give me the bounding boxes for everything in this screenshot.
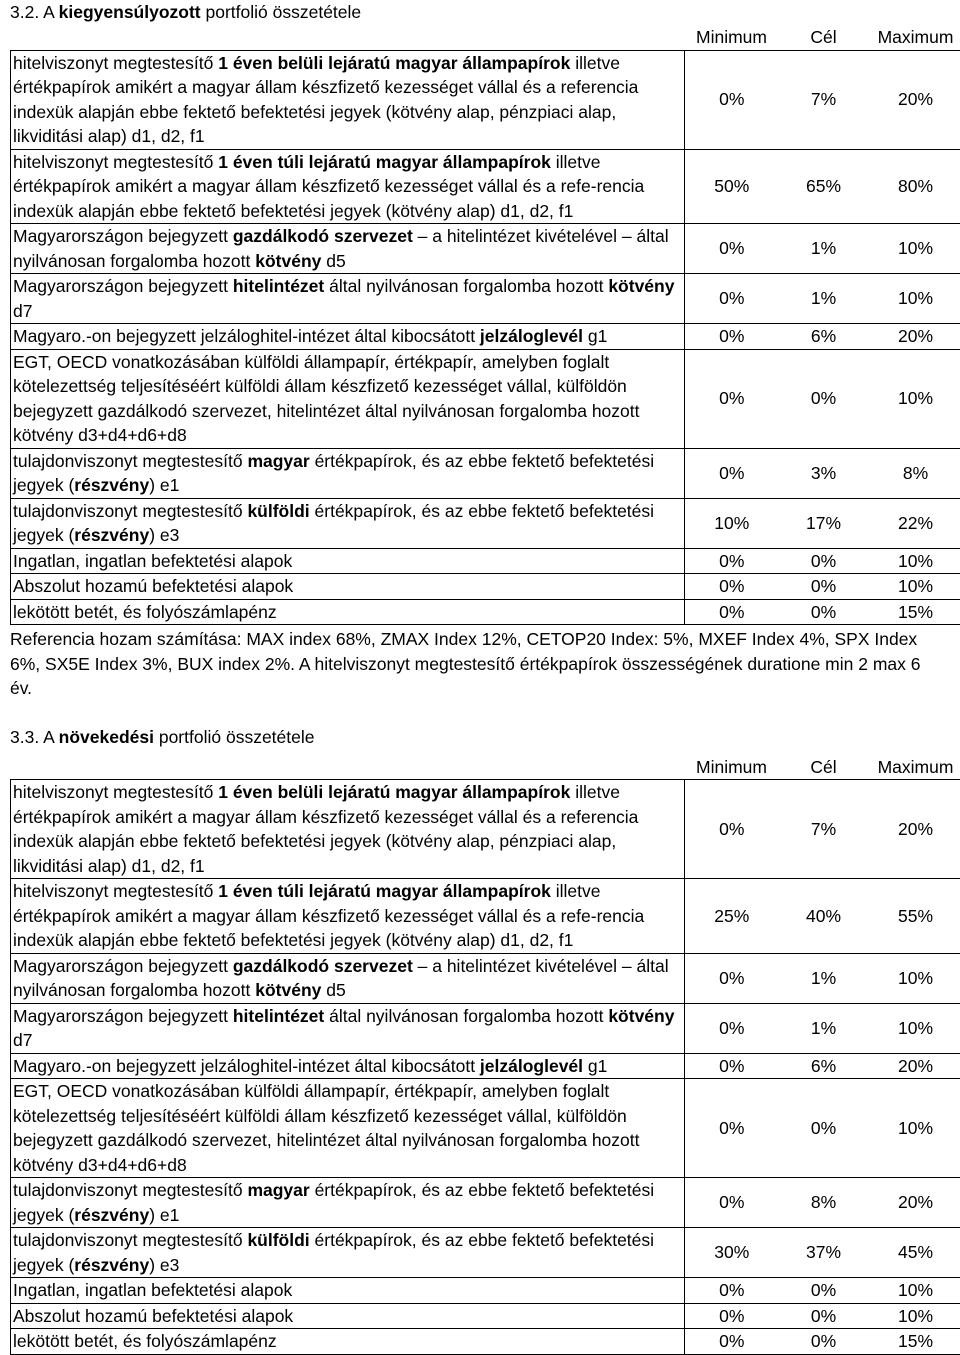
row-target: 1% bbox=[777, 1003, 869, 1053]
table-row bbox=[11, 1053, 960, 1079]
row-minimum: 0% bbox=[685, 324, 777, 350]
row-target: 0% bbox=[777, 548, 869, 574]
row-description: Ingatlan, ingatlan befektetési alapok bbox=[11, 1278, 685, 1304]
row-description: Abszolut hozamú befektetési alapok bbox=[11, 1303, 685, 1329]
reference-yield-note: Referencia hozam számítása: MAX index 68%, ZMAX Index 12%, CETOP20 Index: 5%, MXEF Index 4%, SPX Index 6%, SX5E Index 3%, BUX index 2%. A hitelviszonyt megtestesítő értékpapírok összességének duratione min 2 max 6 év. bbox=[10, 625, 940, 701]
row-target: 1% bbox=[777, 274, 869, 324]
table-row bbox=[11, 548, 960, 574]
table-row bbox=[11, 149, 960, 224]
row-minimum: 10% bbox=[685, 498, 777, 548]
row-target: 3% bbox=[777, 448, 869, 498]
row-maximum: 10% bbox=[869, 548, 960, 574]
section-gap bbox=[10, 701, 960, 721]
row-minimum: 0% bbox=[685, 953, 777, 1003]
row-description: hitelviszonyt megtestesítő 1 éven túli lejáratú magyar állampapírok illetve értékpapírok amikért a magyar állam készfizető kezességet vállal és a refe-rencia indexük alapján ebbe fektető befektetési jegyek (kötvény alap) d1, d2, f1 bbox=[11, 149, 685, 224]
row-minimum: 50% bbox=[685, 149, 777, 224]
header-minimum: Minimum bbox=[685, 755, 777, 780]
row-maximum: 15% bbox=[869, 1329, 960, 1355]
row-minimum: 0% bbox=[685, 1053, 777, 1079]
row-maximum: 22% bbox=[869, 498, 960, 548]
row-description: Magyarországon bejegyzett hitelintézet által nyilvánosan forgalomba hozott kötvény d7 bbox=[11, 1003, 685, 1053]
row-maximum: 10% bbox=[869, 1003, 960, 1053]
table-row bbox=[11, 780, 960, 879]
heading-suffix: portfolió összetétele bbox=[201, 2, 362, 22]
row-maximum: 10% bbox=[869, 349, 960, 448]
header-target: Cél bbox=[777, 25, 869, 50]
row-minimum: 0% bbox=[685, 274, 777, 324]
row-description: EGT, OECD vonatkozásában külföldi állampapír, értékpapír, amelyben foglalt kötelezettség teljesítéséért külföldi állam készfizető kezességet vállal, külföldön bejegyzett gazdálkodó szervezet, hitelintézet által nyilvánosan forgalomba hozott kötvény d3+d4+d6+d8 bbox=[11, 1079, 685, 1178]
row-description: hitelviszonyt megtestesítő 1 éven túli lejáratú magyar állampapírok illetve értékpapírok amikért a magyar állam készfizető kezességet vállal és a refe-rencia indexük alapján ebbe fektető befektetési jegyek (kötvény alap) d1, d2, f1 bbox=[11, 879, 685, 954]
row-target: 8% bbox=[777, 1178, 869, 1228]
row-maximum: 20% bbox=[869, 780, 960, 879]
row-description: Magyarországon bejegyzett gazdálkodó szervezet – a hitelintézet kivételével – által nyilvánosan forgalomba hozott kötvény d5 bbox=[11, 953, 685, 1003]
row-target: 0% bbox=[777, 1278, 869, 1304]
table-row bbox=[11, 1303, 960, 1329]
heading-prefix: 3.3. A bbox=[10, 727, 59, 747]
row-description: Abszolut hozamú befektetési alapok bbox=[11, 574, 685, 600]
row-target: 7% bbox=[777, 780, 869, 879]
row-minimum: 0% bbox=[685, 1303, 777, 1329]
row-minimum: 30% bbox=[685, 1228, 777, 1278]
row-minimum: 0% bbox=[685, 1329, 777, 1355]
row-maximum: 10% bbox=[869, 574, 960, 600]
row-maximum: 20% bbox=[869, 1053, 960, 1079]
table-row bbox=[11, 50, 960, 149]
row-minimum: 0% bbox=[685, 548, 777, 574]
row-description: lekötött betét, és folyószámlapénz bbox=[11, 599, 685, 625]
row-minimum: 0% bbox=[685, 599, 777, 625]
row-target: 6% bbox=[777, 324, 869, 350]
row-description: Magyaro.-on bejegyzett jelzáloghitel-intézet által kibocsátott jelzáloglevél g1 bbox=[11, 324, 685, 350]
row-description: tulajdonviszonyt megtestesítő magyar értékpapírok, és az ebbe fektető befektetési jegyek (részvény) e1 bbox=[11, 448, 685, 498]
row-maximum: 80% bbox=[869, 149, 960, 224]
table-row bbox=[11, 498, 960, 548]
row-target: 6% bbox=[777, 1053, 869, 1079]
row-minimum: 0% bbox=[685, 349, 777, 448]
row-description: hitelviszonyt megtestesítő 1 éven belüli lejáratú magyar állampapírok illetve értékpapírok amikért a magyar állam készfizető kezességet vállal és a referencia indexük alapján ebbe fektető befektetési jegyek (kötvény alap, pénzpiaci alap, likviditási alap) d1, d2, f1 bbox=[11, 50, 685, 149]
balanced-portfolio-table bbox=[10, 25, 960, 625]
table-row bbox=[11, 1003, 960, 1053]
table-header-row bbox=[11, 25, 960, 50]
row-minimum: 0% bbox=[685, 780, 777, 879]
row-maximum: 10% bbox=[869, 1079, 960, 1178]
row-minimum: 0% bbox=[685, 1003, 777, 1053]
heading-suffix: portfolió összetétele bbox=[154, 727, 315, 747]
row-target: 37% bbox=[777, 1228, 869, 1278]
row-description: Magyaro.-on bejegyzett jelzáloghitel-intézet által kibocsátott jelzáloglevél g1 bbox=[11, 1053, 685, 1079]
table-row bbox=[11, 1178, 960, 1228]
row-maximum: 8% bbox=[869, 448, 960, 498]
table-row bbox=[11, 1329, 960, 1355]
row-maximum: 10% bbox=[869, 274, 960, 324]
row-description: hitelviszonyt megtestesítő 1 éven belüli lejáratú magyar állampapírok illetve értékpapírok amikért a magyar állam készfizető kezességet vállal és a referencia indexük alapján ebbe fektető befektetési jegyek (kötvény alap, pénzpiaci alap, likviditási alap) d1, d2, f1 bbox=[11, 780, 685, 879]
row-target: 0% bbox=[777, 574, 869, 600]
row-minimum: 0% bbox=[685, 448, 777, 498]
table-row bbox=[11, 1278, 960, 1304]
row-description: tulajdonviszonyt megtestesítő külföldi értékpapírok, és az ebbe fektető befektetési jegyek (részvény) e3 bbox=[11, 498, 685, 548]
row-target: 0% bbox=[777, 349, 869, 448]
section-heading-growth bbox=[10, 721, 960, 747]
row-description: Magyarországon bejegyzett gazdálkodó szervezet – a hitelintézet kivételével – által nyilvánosan forgalomba hozott kötvény d5 bbox=[11, 224, 685, 274]
row-minimum: 0% bbox=[685, 1178, 777, 1228]
heading-bold: kiegyensúlyozott bbox=[59, 2, 201, 22]
row-minimum: 0% bbox=[685, 224, 777, 274]
section-heading-balanced bbox=[10, 0, 960, 25]
row-maximum: 10% bbox=[869, 1303, 960, 1329]
table-row bbox=[11, 1079, 960, 1178]
row-maximum: 20% bbox=[869, 1178, 960, 1228]
table-row bbox=[11, 324, 960, 350]
header-minimum: Minimum bbox=[685, 25, 777, 50]
row-target: 40% bbox=[777, 879, 869, 954]
row-maximum: 15% bbox=[869, 599, 960, 625]
table-row bbox=[11, 448, 960, 498]
row-minimum: 0% bbox=[685, 574, 777, 600]
header-blank-cell bbox=[11, 25, 685, 50]
growth-portfolio-table bbox=[10, 755, 960, 1355]
row-description: tulajdonviszonyt megtestesítő külföldi értékpapírok, és az ebbe fektető befektetési jegyek (részvény) e3 bbox=[11, 1228, 685, 1278]
row-target: 0% bbox=[777, 1079, 869, 1178]
row-maximum: 45% bbox=[869, 1228, 960, 1278]
row-maximum: 20% bbox=[869, 324, 960, 350]
row-target: 1% bbox=[777, 953, 869, 1003]
row-maximum: 20% bbox=[869, 50, 960, 149]
row-target: 7% bbox=[777, 50, 869, 149]
row-target: 17% bbox=[777, 498, 869, 548]
row-minimum: 25% bbox=[685, 879, 777, 954]
row-description: lekötött betét, és folyószámlapénz bbox=[11, 1329, 685, 1355]
table-row bbox=[11, 953, 960, 1003]
header-maximum: Maximum bbox=[869, 755, 960, 780]
table-row bbox=[11, 879, 960, 954]
table-row bbox=[11, 224, 960, 274]
table-row bbox=[11, 1228, 960, 1278]
heading-prefix: 3.2. A bbox=[10, 2, 59, 22]
row-target: 65% bbox=[777, 149, 869, 224]
table-row bbox=[11, 349, 960, 448]
header-blank-cell bbox=[11, 755, 685, 780]
row-description: Magyarországon bejegyzett hitelintézet által nyilvánosan forgalomba hozott kötvény d7 bbox=[11, 274, 685, 324]
row-minimum: 0% bbox=[685, 1079, 777, 1178]
row-description: EGT, OECD vonatkozásában külföldi állampapír, értékpapír, amelyben foglalt kötelezettség teljesítéséért külföldi állam készfizető kezességet vállal, külföldön bejegyzett gazdálkodó szervezet, hitelintézet által nyilvánosan forgalomba hozott kötvény d3+d4+d6+d8 bbox=[11, 349, 685, 448]
row-maximum: 55% bbox=[869, 879, 960, 954]
row-target: 0% bbox=[777, 1329, 869, 1355]
table-row bbox=[11, 574, 960, 600]
row-description: tulajdonviszonyt megtestesítő magyar értékpapírok, és az ebbe fektető befektetési jegyek (részvény) e1 bbox=[11, 1178, 685, 1228]
heading-bold: növekedési bbox=[59, 727, 154, 747]
row-target: 1% bbox=[777, 224, 869, 274]
table-header-row bbox=[11, 755, 960, 780]
row-target: 0% bbox=[777, 1303, 869, 1329]
row-maximum: 10% bbox=[869, 1278, 960, 1304]
table-row bbox=[11, 599, 960, 625]
row-maximum: 10% bbox=[869, 224, 960, 274]
header-target: Cél bbox=[777, 755, 869, 780]
table-row bbox=[11, 274, 960, 324]
row-maximum: 10% bbox=[869, 953, 960, 1003]
header-maximum: Maximum bbox=[869, 25, 960, 50]
row-minimum: 0% bbox=[685, 50, 777, 149]
row-target: 0% bbox=[777, 599, 869, 625]
row-minimum: 0% bbox=[685, 1278, 777, 1304]
row-description: Ingatlan, ingatlan befektetési alapok bbox=[11, 548, 685, 574]
